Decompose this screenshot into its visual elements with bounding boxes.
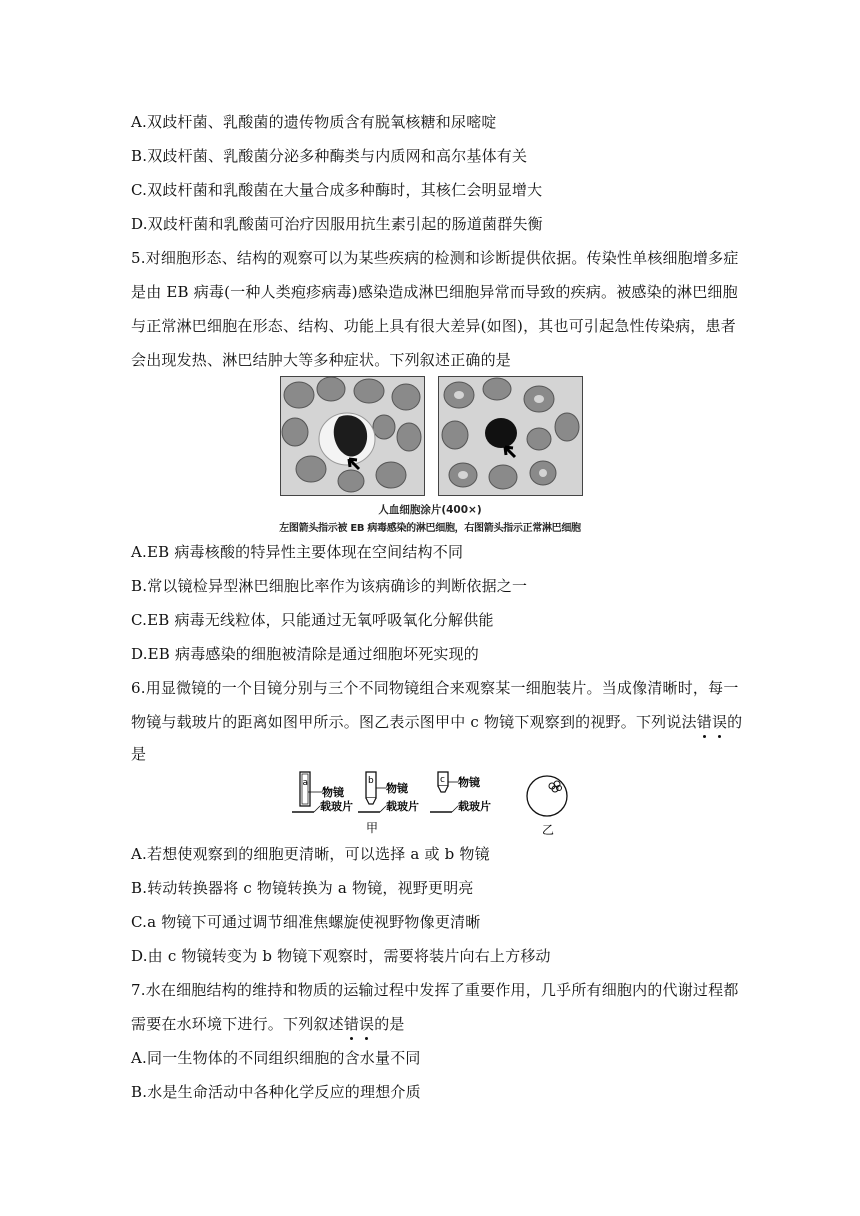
q6-stem-line-2 [131,712,743,732]
q5-stem-line-4: 会出现发热、淋巴结肿大等多种症状。下列叙述正确的是 [131,351,512,369]
q6-stem-line-1: 6.用显微镜的一个目镜分别与三个不同物镜组合来观察某一细胞装片。当成像清晰时，每一 [131,679,739,697]
q7-option-b: B.水是生命活动中各种化学反应的理想介质 [131,1083,421,1101]
q5-stem-line-3: 与正常淋巴细胞在形态、结构、功能上具有很大差异(如图)，其也可引起急性传染病，患者 [131,317,736,335]
figure-note: 左图箭头指示被 EB 病毒感染的淋巴细胞，右图箭头指示正常淋巴细胞 [279,523,581,534]
q5-option-b: B.常以镜检异型淋巴细胞比率作为该病确诊的判断依据之一 [131,577,528,595]
slide-label: 载玻片 [458,800,491,813]
q7-option-a: A.同一生物体的不同组织细胞的含水量不同 [131,1049,421,1067]
emphasis-char: 错 [343,1015,360,1033]
emphasis-char: 误 [711,713,728,731]
objective-c [430,772,491,813]
objective-label: 物镜 [322,786,344,799]
objective-b [358,772,419,813]
q5-option-d: D.EB 病毒感染的细胞被清除是通过细胞坏死实现的 [131,645,480,663]
micrograph-normal-lymphocyte [438,376,583,496]
microscope-diagram [290,770,590,840]
q4-option-c: C.双歧杆菌和乳酸菌在大量合成多种酶时，其核仁会明显增大 [131,181,543,199]
q6-stem-line-2-text: 物镜与载玻片的距离如图甲所示。图乙表示图甲中 c 物镜下观察到的视野。下列说法 [131,713,697,731]
slide-label: 载玻片 [386,800,419,813]
slide-label: 载玻片 [320,800,353,813]
figure-caption: 人血细胞涂片(400×) [378,504,482,516]
q6-option-c: C.a 物镜下可通过调节细准焦螺旋使视野物像更清晰 [131,913,481,931]
objective-label: 物镜 [386,782,408,795]
objective-letter: a [302,778,309,788]
emphasis-char: 误 [359,1015,375,1033]
q4-option-b: B.双歧杆菌、乳酸菌分泌多种酶类与内质网和高尔基体有关 [131,147,528,165]
q5-stem-line-1: 5.对细胞形态、结构的观察可以为某些疾病的检测和诊断提供依据。传染性单核细胞增多症 [131,249,739,267]
q5-stem-line-2: 是由 EB 病毒(一种人类疱疹病毒)感染造成淋巴细胞异常而导致的疾病。被感染的淋巴细胞 [131,283,738,301]
q7-stem-line-2 [131,1014,731,1034]
q6-stem-line-3: 是 [131,745,147,763]
micrograph-infected-lymphocyte [280,376,425,496]
blood-smear-figure [240,376,620,536]
field-of-view [527,776,567,816]
objective-letter: c [440,775,445,785]
objective-letter: b [368,776,374,786]
q7-stem-line-1: 7.水在细胞结构的维持和物质的运输过程中发挥了重要作用，几乎所有细胞内的代谢过程都 [131,981,739,999]
label-yi: 乙 [542,823,555,837]
q6-stem-line-2-end: 的 [727,713,743,731]
q4-option-a: A.双歧杆菌、乳酸菌的遗传物质含有脱氧核糖和尿嘧啶 [131,113,497,131]
q5-option-a: A.EB 病毒核酸的特异性主要体现在空间结构不同 [131,543,464,561]
q6-option-b: B.转动转换器将 c 物镜转换为 a 物镜，视野更明亮 [131,879,474,897]
q4-option-d: D.双歧杆菌和乳酸菌可治疗因服用抗生素引起的肠道菌群失衡 [131,215,543,233]
objective-label: 物镜 [458,776,480,789]
objective-a [292,772,353,813]
q6-option-d: D.由 c 物镜转变为 b 物镜下观察时，需要将装片向右上方移动 [131,947,551,965]
q7-stem-line-2-text: 需要在水环境下进行。下列叙述 [131,1015,344,1033]
q7-stem-line-2-end: 的是 [374,1015,405,1033]
q6-option-a: A.若想使观察到的细胞更清晰，可以选择 a 或 b 物镜 [131,845,490,863]
q5-option-c: C.EB 病毒无线粒体，只能通过无氧呼吸氧化分解供能 [131,611,494,629]
emphasis-char: 错 [696,713,712,731]
label-jia: 甲 [366,821,379,835]
